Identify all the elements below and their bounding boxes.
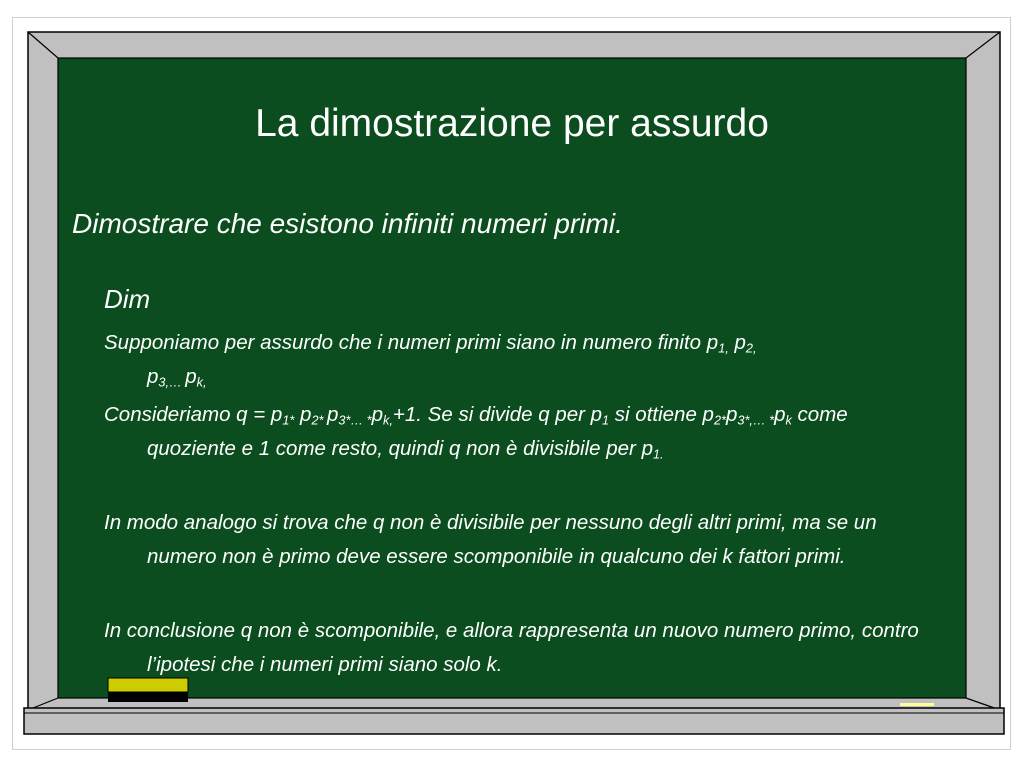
paragraph-assumption: Supponiamo per assurdo che i numeri primi siano in numero finito $p_{1,}$ $p_{2,}$ $p_{3,\dots}$ $p_{k,}$ <box>104 331 757 390</box>
theorem-statement: Dimostrare che esistono infiniti numeri primi. <box>72 208 623 239</box>
paragraph-conclusion: In conclusione q non è scomponibile, e allora rappresenta un nuovo numero primo, contro l’ipotesi che i numeri primi siano solo k. <box>104 619 919 676</box>
proof-label: Dim <box>104 284 151 314</box>
slide-title: La dimostrazione per assurdo <box>255 102 769 145</box>
chalk-piece-icon <box>900 703 934 706</box>
paragraph-analogy: In modo analogo si trova che q non è divisibile per nessuno degli altri primi, ma se un numero non è primo deve essere scomponibile in qualcuno dei k fattori primi. <box>104 511 877 568</box>
chalk-tray <box>24 708 1004 734</box>
paragraph-construction: Consideriamo $q = p_{1*}$ $p_{2*}$ $p_{3*\dots *}p_{k,}+1$. Se si divide q per $p_1$ si ottiene $p_{2*}p_{3*,\dots *}p_k$ come quoziente e 1 come resto, quindi q non è divisibile per $p_{1.}$ <box>104 403 848 462</box>
